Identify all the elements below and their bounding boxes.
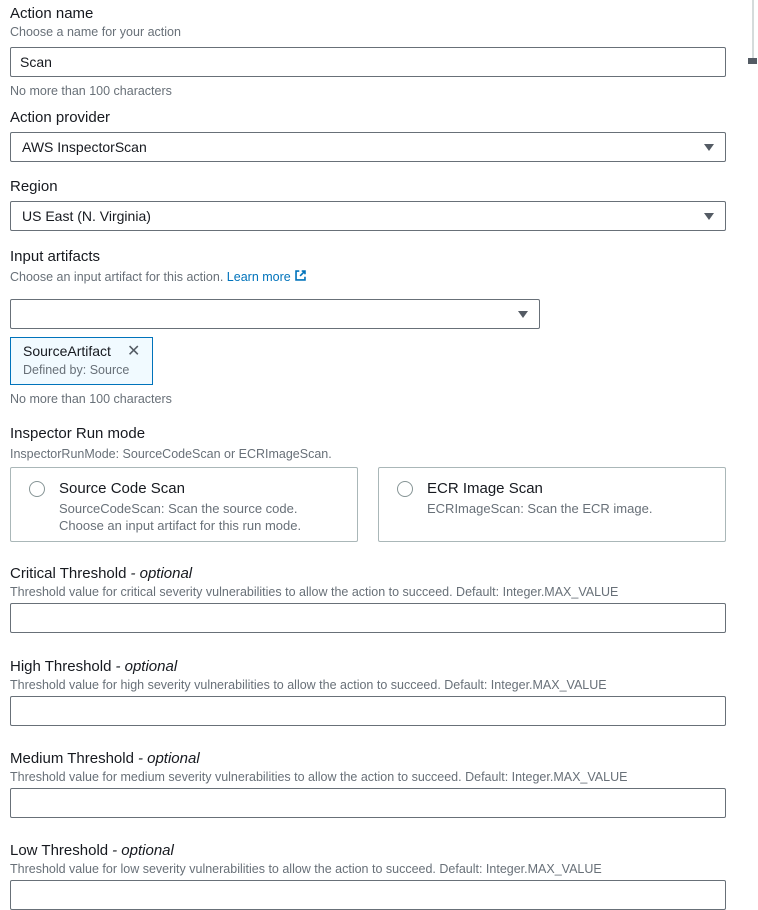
run-mode-label: Inspector Run mode (10, 425, 146, 442)
action-name-input[interactable] (10, 47, 726, 77)
action-provider-select[interactable] (10, 132, 726, 162)
run-mode-option-description: ECRImageScan: Scan the ECR image. (427, 501, 653, 516)
scrollbar-track (752, 0, 754, 63)
field-low-threshold (10, 842, 726, 910)
medium-threshold-label: Medium Threshold - optional (10, 750, 200, 767)
optional-suffix: - optional (137, 750, 200, 767)
action-provider-label: Action provider (10, 109, 111, 126)
field-critical-threshold (10, 565, 726, 633)
low-threshold-label: Low Threshold - optional (10, 842, 174, 859)
region-select[interactable] (10, 201, 726, 231)
action-name-label: Action name (10, 5, 94, 22)
critical-threshold-description: Threshold value for critical severity vulnerabilities to allow the action to succeed. Default: Integer.MAX_VALUE (10, 585, 619, 599)
run-mode-options (10, 467, 726, 542)
chevron-down-icon (518, 311, 528, 318)
artifact-token-name: SourceArtifact (23, 343, 111, 359)
region-value: US East (N. Virginia) (22, 208, 151, 224)
high-threshold-description: Threshold value for high severity vulnerabilities to allow the action to succeed. Default: Integer.MAX_VALUE (10, 678, 607, 692)
action-name-constraint: No more than 100 characters (10, 84, 172, 98)
low-threshold-input[interactable] (10, 880, 726, 910)
critical-threshold-label: Critical Threshold - optional (10, 565, 193, 582)
input-artifacts-select[interactable] (10, 299, 540, 329)
learn-more-link[interactable]: Learn more (227, 270, 307, 284)
run-mode-option-source-code-scan[interactable] (10, 467, 358, 542)
run-mode-option-description: SourceCodeScan: Scan the source code. Choose an input artifact for this run mode. (59, 501, 302, 533)
chevron-down-icon (704, 213, 714, 220)
field-action-name (10, 5, 726, 99)
artifact-token-source: Defined by: Source (23, 363, 130, 377)
field-region (10, 178, 726, 231)
input-artifacts-description-text: Choose an input artifact for this action. (10, 270, 224, 284)
field-run-mode (10, 425, 726, 542)
scrollbar-thumb[interactable] (748, 58, 757, 64)
artifact-token (10, 337, 153, 385)
run-mode-description: InspectorRunMode: SourceCodeScan or ECRImageScan. (10, 447, 332, 461)
high-threshold-label: High Threshold - optional (10, 658, 178, 675)
run-mode-option-ecr-image-scan[interactable] (378, 467, 726, 542)
field-action-provider (10, 109, 726, 162)
field-high-threshold (10, 658, 726, 726)
region-label: Region (10, 178, 58, 195)
optional-suffix: - optional (112, 842, 174, 859)
field-medium-threshold (10, 750, 726, 818)
run-mode-option-title: ECR Image Scan (427, 480, 543, 497)
field-input-artifacts (10, 248, 726, 407)
remove-artifact-icon[interactable]: ✕ (126, 342, 141, 360)
radio-icon[interactable] (29, 481, 45, 497)
action-name-description: Choose a name for your action (10, 25, 181, 39)
radio-icon[interactable] (397, 481, 413, 497)
input-artifacts-description (10, 269, 726, 286)
optional-suffix: - optional (115, 658, 178, 675)
high-threshold-input[interactable] (10, 696, 726, 726)
chevron-down-icon (704, 144, 714, 151)
medium-threshold-description: Threshold value for medium severity vulnerabilities to allow the action to succeed. Default: Integer.MAX_VALUE (10, 770, 628, 784)
input-artifacts-label: Input artifacts (10, 248, 101, 265)
critical-threshold-input[interactable] (10, 603, 726, 633)
optional-suffix: - optional (130, 565, 193, 582)
input-artifacts-constraint: No more than 100 characters (10, 392, 172, 406)
run-mode-option-title: Source Code Scan (59, 480, 185, 497)
medium-threshold-input[interactable] (10, 788, 726, 818)
action-provider-value: AWS InspectorScan (22, 139, 147, 155)
external-link-icon (294, 269, 307, 286)
low-threshold-description: Threshold value for low severity vulnerabilities to allow the action to succeed. Default: Integer.MAX_VALUE (10, 862, 602, 876)
